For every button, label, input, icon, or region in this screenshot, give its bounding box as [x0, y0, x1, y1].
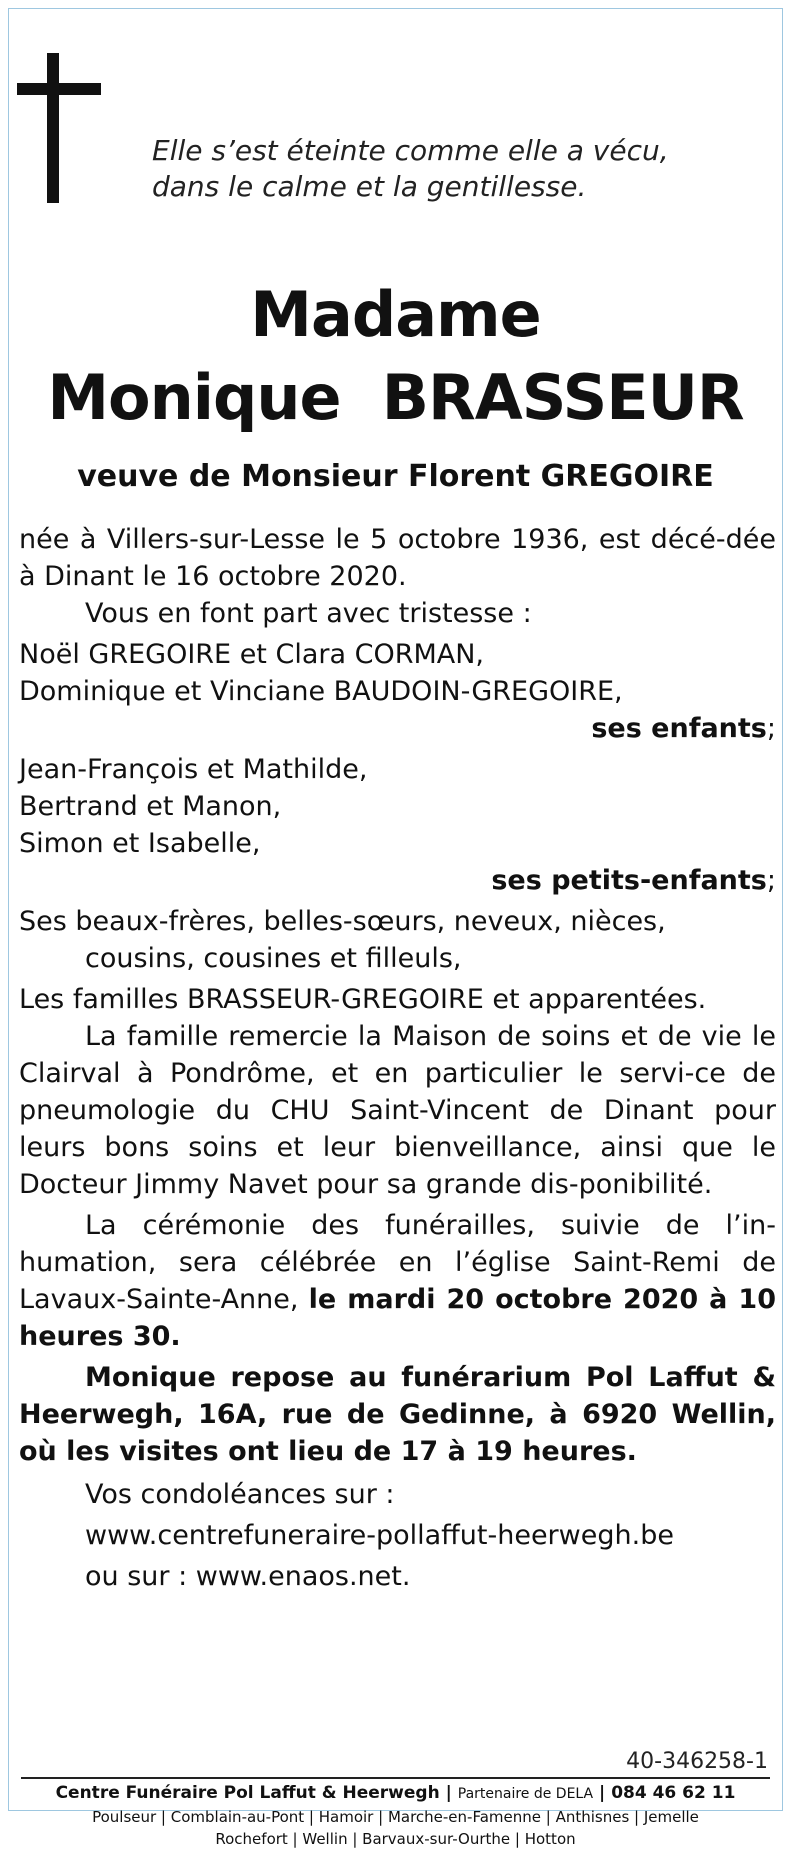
grandchild-line: Simon et Isabelle, [19, 828, 261, 859]
footer [9, 1781, 782, 1850]
company-name: Centre Funéraire Pol Laffut & Heerwegh [55, 1783, 440, 1803]
phone-number: 084 46 62 11 [611, 1783, 736, 1803]
grandchild-line: Jean-François et Mathilde, [19, 754, 368, 785]
footer-towns: Rochefort | Wellin | Barvaux-sur-Ourthe | Hotton [215, 1830, 576, 1848]
grandchildren-label: ses petits-enfants; [491, 865, 776, 896]
relatives-text: Ses beaux-frères, belles-sœurs, neveux, nièces, cousins, cousines et filleuls, [19, 906, 666, 974]
cross-icon [17, 53, 101, 203]
ceremony-text: La cérémonie des funérailles, suivie de l’in-humation, sera célébrée en l’église Saint-Remi de Lavaux-Sainte-Anne, le mardi 20 octobre 2020 à 10 heures 30. [19, 1210, 776, 1352]
footer-company-line: Centre Funéraire Pol Laffut & Heerwegh | Partenaire de DELA | 084 46 62 11 [55, 1783, 736, 1803]
condolences-text: Vos condoléances sur : [85, 1479, 395, 1510]
grandchild-line: Bertrand et Manon, [19, 791, 282, 822]
families-text: Les familles BRASSEUR-GREGOIRE et apparentées. [19, 984, 707, 1015]
rest-text: Monique repose au funérarium Pol Laffut & Heerwegh, 16A, rue de Gedinne, à 6920 Wellin, où les visites ont lieu de 17 à 19 heures. [19, 1362, 776, 1467]
child-line: Noël GREGOIRE et Clara CORMAN, [19, 639, 485, 670]
notice-body [19, 521, 776, 1597]
quote-line: Elle s’est éteinte comme elle a vécu, [152, 134, 669, 167]
birth-death-text: née à Villers-sur-Lesse le 5 octobre 1936, est décé-dée à Dinant le 16 octobre 2020. [19, 524, 776, 592]
thanks-text: La famille remercie la Maison de soins et de vie le Clairval à Pondrôme, et en particulier le servi-ce de pneumologie du CHU Saint-Vincent de Dinant pour leurs bons soins et leur bienveillance, ainsi que le Docteur Jimmy Navet pour sa grande dis-ponibilité. [19, 1021, 776, 1200]
announce-text: Vous en font part avec tristesse : [85, 598, 532, 629]
reference-number: 40-346258-1 [626, 1749, 768, 1774]
quote-line: dans le calme et la gentillesse. [152, 170, 587, 203]
deceased-name: Monique BRASSEUR [47, 361, 744, 434]
title-honorific: Madame [250, 278, 541, 351]
website-link-alt[interactable]: ou sur : www.enaos.net. [85, 1561, 411, 1592]
divider [21, 1777, 770, 1779]
children-label: ses enfants; [591, 713, 776, 744]
child-line: Dominique et Vinciane BAUDOIN-GREGOIRE, [19, 676, 623, 707]
epitaph-quote [152, 133, 669, 205]
widow-of: veuve de Monsieur Florent GREGOIRE [77, 459, 714, 494]
footer-towns: Poulseur | Comblain-au-Pont | Hamoir | Marche-en-Famenne | Anthisnes | Jemelle [92, 1808, 699, 1826]
partner-text: Partenaire de DELA [457, 1786, 594, 1802]
obituary-notice [8, 8, 783, 1848]
website-link[interactable]: www.centrefuneraire-pollaffut-heerwegh.be [85, 1520, 674, 1551]
ceremony-date: le mardi 20 octobre 2020 à 10 heures 30. [19, 1284, 776, 1352]
